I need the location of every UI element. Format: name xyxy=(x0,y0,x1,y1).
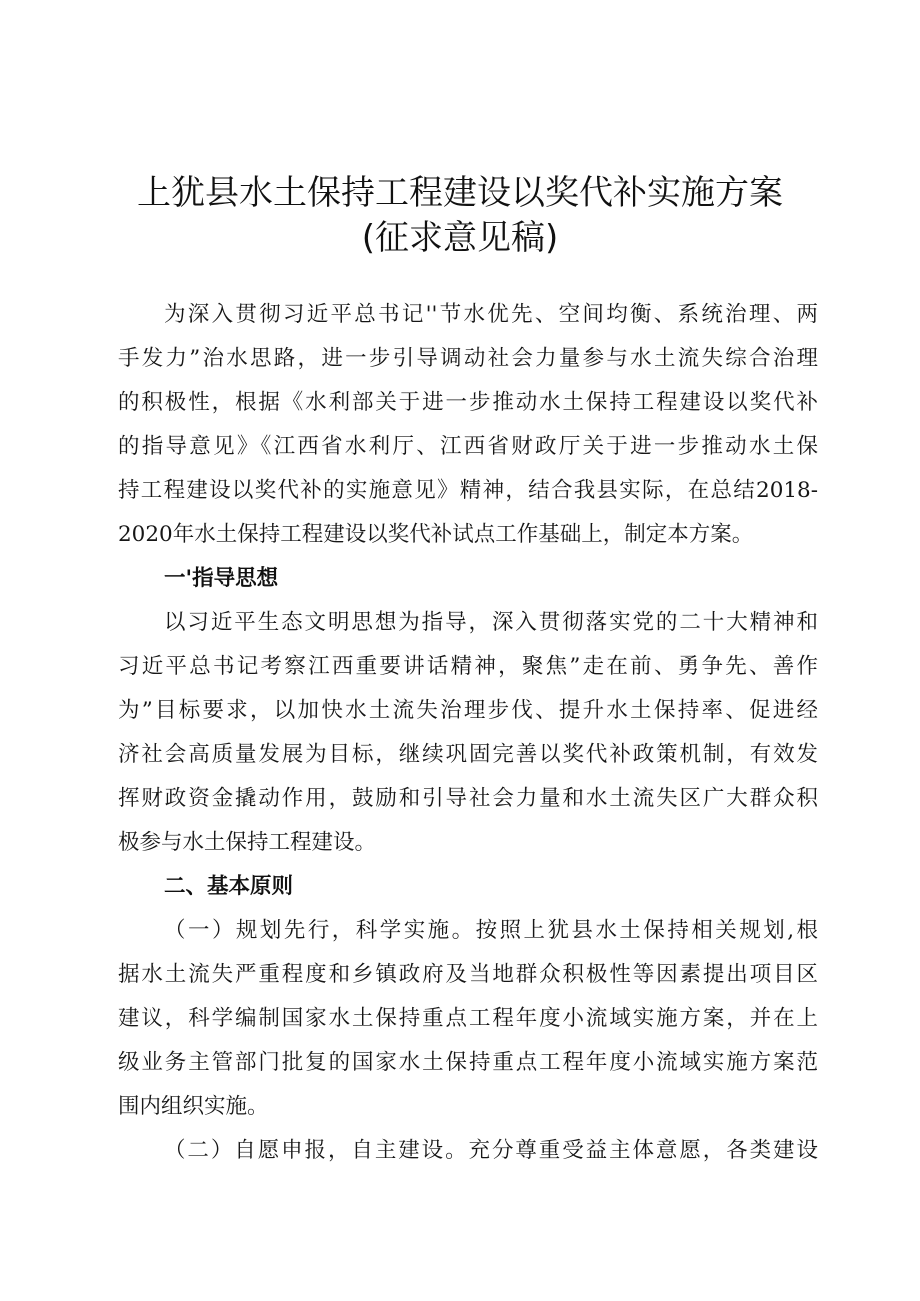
intro-line-2: 手发力”治水思路，进一步引导调动社会力量参与水土流失综合治理 xyxy=(118,346,818,371)
principle1-line-1: （一）规划先行，科学实施。按照上犹县水土保持相关规划,根 xyxy=(164,918,818,943)
section1-line-2: 习近平总书记考察江西重要讲话精神，聚焦”走在前、勇争先、善作 xyxy=(118,654,818,679)
intro-line-4: 的指导意见》《江西省水利厅、江西省财政厅关于进一步推动水土保 xyxy=(118,434,818,459)
document-subtitle: (征求意见稿) xyxy=(361,218,559,258)
principle1-line-4: 级业务主管部门批复的国家水土保持重点工程年度小流域实施方案范 xyxy=(118,1050,818,1075)
section1-line-6: 极参与水土保持工程建设。 xyxy=(118,830,377,855)
intro-line-6: 2020年水土保持工程建设以奖代补试点工作基础上，制定本方案。 xyxy=(118,522,754,547)
section1-line-1: 以习近平生态文明思想为指导，深入贯彻落实党的二十大精神和 xyxy=(164,610,818,635)
section-heading-basic-principles: 二、基本原则 xyxy=(164,874,294,899)
principle1-line-3: 建议，科学编制国家水土保持重点工程年度小流域实施方案，并在上 xyxy=(118,1006,818,1031)
intro-line-5: 持工程建设以奖代补的实施意见》精神，结合我县实际，在总结2018- xyxy=(118,478,818,503)
intro-line-3: 的积极性，根据《水利部关于进一步推动水土保持工程建设以奖代补 xyxy=(118,390,818,415)
section1-line-5: 挥财政资金撬动作用，鼓励和引导社会力量和水土流失区广大群众积 xyxy=(118,786,818,811)
principle2-line-1: （二）自愿申报，自主建设。充分尊重受益主体意愿，各类建设 xyxy=(164,1138,818,1163)
principle1-line-5: 围内组织实施。 xyxy=(118,1094,269,1119)
principle1-line-2: 据水土流失严重程度和乡镇政府及当地群众积极性等因素提出项目区 xyxy=(118,962,818,987)
document-title: 上犹县水土保持工程建设以奖代补实施方案 xyxy=(137,173,783,213)
section1-line-4: 济社会高质量发展为目标，继续巩固完善以奖代补政策机制，有效发 xyxy=(118,742,818,767)
section-heading-guiding-ideology: 一'指导思想 xyxy=(164,566,279,591)
intro-line-1: 为深入贯彻习近平总书记''节水优先、空间均衡、系统治理、两 xyxy=(164,302,818,327)
section1-line-3: 为”目标要求，以加快水土流失治理步伐、提升水土保持率、促进经 xyxy=(118,698,818,723)
